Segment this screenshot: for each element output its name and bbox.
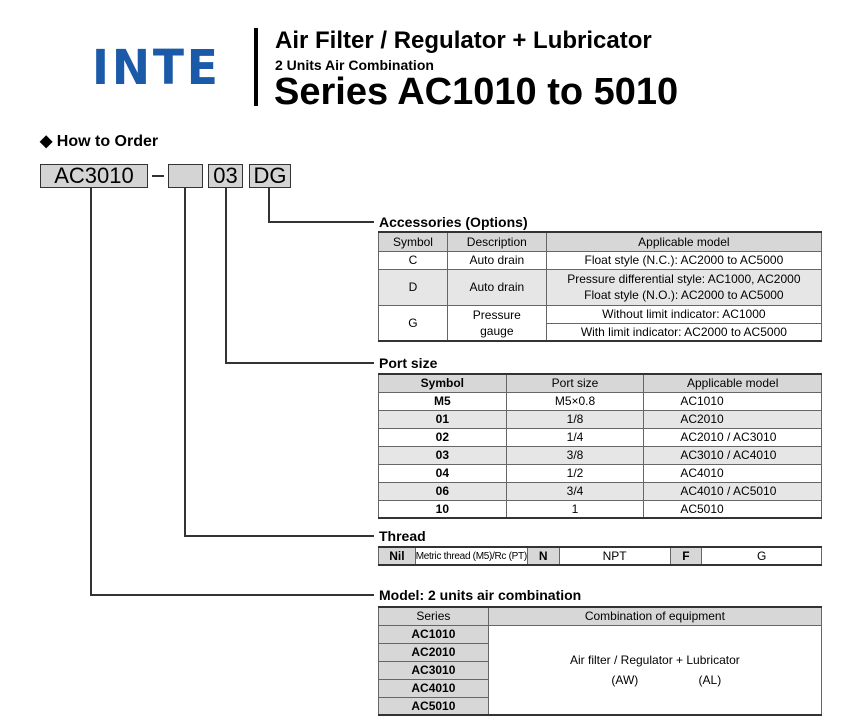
series-title: Series AC1010 to 5010 (274, 71, 679, 113)
cell: AC3010 / AC4010 (644, 446, 822, 464)
leader-port-h (225, 362, 374, 364)
table-row (379, 446, 822, 464)
leader-model-h (90, 594, 374, 596)
cell: 04 (379, 464, 507, 482)
inte-logo: INTE (92, 40, 221, 96)
table-row (379, 392, 822, 410)
cell: AC1010 (644, 392, 822, 410)
leader-accessories-v (268, 188, 270, 222)
cell: AC3010 (379, 661, 489, 679)
col-header: Symbol (379, 374, 507, 392)
table-row (379, 305, 822, 323)
accessories-table (378, 231, 822, 342)
col-header: Combination of equipment (488, 607, 821, 625)
table-row (379, 251, 822, 269)
cell: M5×0.8 (506, 392, 644, 410)
cell: C (379, 251, 448, 269)
table-header-row (379, 232, 822, 251)
leader-model-v (90, 188, 92, 595)
combo-line (489, 670, 821, 690)
combo-line: Air filter / Regulator + Lubricator (570, 652, 740, 667)
col-header: Applicable model (644, 374, 822, 392)
col-header: Symbol (379, 232, 448, 251)
cell: F (670, 547, 702, 565)
how-to-order-label: How to Order (56, 133, 159, 150)
cell: AC2010 / AC3010 (644, 428, 822, 446)
cell: AC2010 (379, 643, 489, 661)
code-accessories-box: DG (249, 164, 291, 188)
how-to-order-heading (40, 131, 158, 151)
cell: Metric thread (M5)/Rc (PT) (415, 547, 527, 565)
product-subtitle: 2 Units Air Combination (275, 57, 434, 73)
code-thread-box (168, 164, 203, 188)
cell: Auto drain (447, 251, 546, 269)
col-header: Series (379, 607, 489, 625)
table-row (379, 410, 822, 428)
col-header: Applicable model (546, 232, 821, 251)
cell: Without limit indicator: AC1000 (546, 305, 821, 323)
cell: 1/8 (506, 410, 644, 428)
thread-table (378, 546, 822, 566)
cell: AC5010 (379, 697, 489, 715)
model-table (378, 606, 822, 716)
leader-thread-v (184, 188, 186, 537)
cell-line: gauge (480, 323, 514, 338)
table-row (379, 547, 822, 565)
col-header: Port size (506, 374, 644, 392)
cell: NPT (559, 547, 670, 565)
cell: 1/2 (506, 464, 644, 482)
col-header: Description (447, 232, 546, 251)
product-title: Air Filter / Regulator + Lubricator (275, 27, 652, 54)
table-row (379, 482, 822, 500)
header-divider (254, 28, 258, 106)
code-model-box: AC3010 (40, 164, 148, 188)
code-dash (152, 175, 164, 177)
cell: AC5010 (644, 500, 822, 518)
thread-title: Thread (379, 528, 426, 544)
cell: 3/8 (506, 446, 644, 464)
cell: 03 (379, 446, 507, 464)
cell: AC4010 (644, 464, 822, 482)
cell: 10 (379, 500, 507, 518)
cell (546, 269, 821, 305)
cell: AC4010 (379, 679, 489, 697)
cell: AC1010 (379, 625, 489, 643)
cell: D (379, 269, 448, 305)
cell: 01 (379, 410, 507, 428)
port-size-table (378, 373, 822, 519)
cell: AC4010 / AC5010 (644, 482, 822, 500)
cell: 3/4 (506, 482, 644, 500)
cell: With limit indicator: AC2000 to AC5000 (546, 323, 821, 341)
cell: 1/4 (506, 428, 644, 446)
leader-thread-h (184, 535, 374, 537)
cell: 06 (379, 482, 507, 500)
cell-line: Pressure differential style: AC1000, AC2000 (567, 272, 801, 286)
cell: Float style (N.C.): AC2000 to AC5000 (546, 251, 821, 269)
cell: N (527, 547, 559, 565)
cell: AC2010 (644, 410, 822, 428)
combination-cell (488, 625, 821, 715)
cell: G (702, 547, 822, 565)
combo-al: (AL) (698, 672, 722, 687)
cell: 02 (379, 428, 507, 446)
leader-accessories-h (268, 221, 374, 223)
table-row (379, 464, 822, 482)
table-header-row (379, 374, 822, 392)
table-header-row (379, 607, 822, 625)
cell: Nil (379, 547, 416, 565)
cell: 1 (506, 500, 644, 518)
cell: M5 (379, 392, 507, 410)
cell (447, 305, 546, 341)
cell-line: Pressure (472, 307, 521, 322)
diamond-bullet-icon: ◆ (40, 133, 53, 150)
cell-line: Float style (N.O.): AC2000 to AC5000 (584, 288, 784, 302)
code-port-box: 03 (208, 164, 243, 188)
model-title: Model: 2 units air combination (379, 587, 582, 603)
port-size-title: Port size (379, 355, 438, 371)
table-row (379, 428, 822, 446)
leader-port-v (225, 188, 227, 364)
table-row (379, 500, 822, 518)
cell: Auto drain (447, 269, 546, 305)
table-row (379, 625, 822, 643)
cell: G (379, 305, 448, 341)
accessories-title: Accessories (Options) (379, 214, 528, 230)
table-row (379, 269, 822, 305)
combo-aw: (AW) (611, 672, 639, 687)
